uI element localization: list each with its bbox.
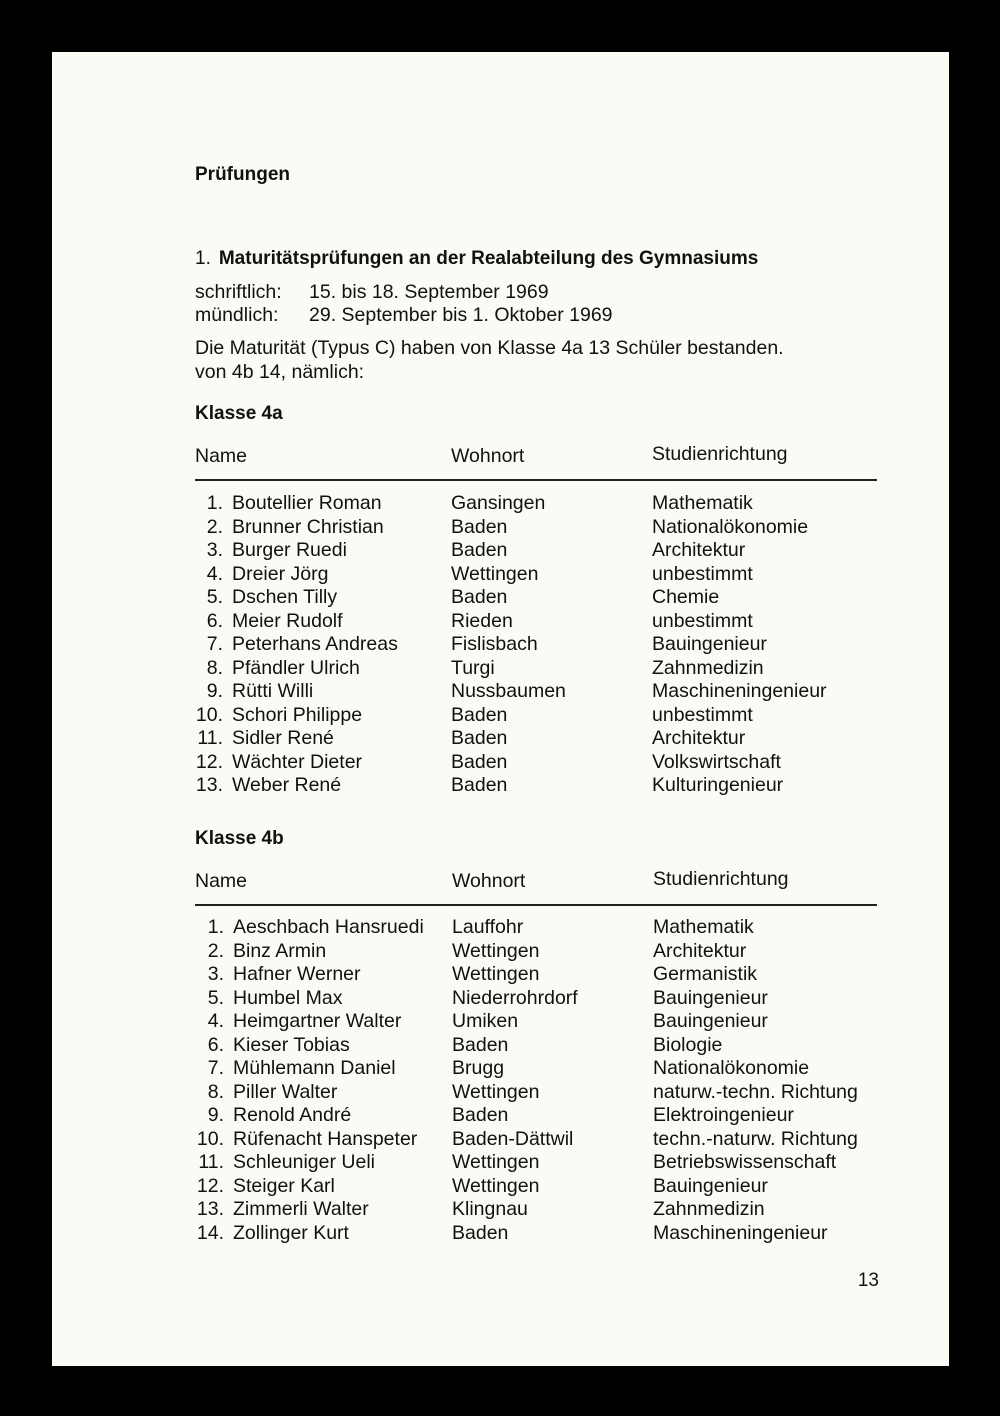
student-wohnort: Gansingen bbox=[451, 492, 546, 514]
exam-dates bbox=[195, 281, 613, 327]
table-row bbox=[195, 516, 895, 540]
row-number: 12. bbox=[196, 1174, 224, 1197]
student-studienrichtung: Bauingenieur bbox=[652, 633, 767, 655]
column-header-wohnort: Wohnort bbox=[452, 870, 526, 892]
student-studienrichtung: techn.-naturw. Richtung bbox=[653, 1127, 858, 1150]
student-name: Dschen Tilly bbox=[232, 586, 338, 608]
row-number: 7. bbox=[206, 633, 223, 655]
student-name: Renold André bbox=[233, 1104, 352, 1126]
table-header-4b bbox=[195, 870, 877, 906]
student-studienrichtung: Bauingenieur bbox=[653, 986, 768, 1009]
date-value: 15. bis 18. September 1969 bbox=[309, 281, 549, 303]
student-wohnort: Baden-Dättwil bbox=[452, 1127, 574, 1150]
row-number: 9. bbox=[206, 680, 223, 702]
student-name: Mühlemann Daniel bbox=[233, 1057, 396, 1079]
student-wohnort: Baden bbox=[451, 750, 508, 773]
student-wohnort: Brugg bbox=[452, 1057, 505, 1079]
student-wohnort: Wettingen bbox=[452, 1174, 540, 1197]
student-studienrichtung: Volkswirtschaft bbox=[652, 750, 781, 773]
student-studienrichtung: Architektur bbox=[653, 939, 747, 962]
student-name: Boutellier Roman bbox=[232, 492, 382, 514]
student-name: Kieser Tobias bbox=[233, 1033, 350, 1056]
intro-line: Die Maturität (Typus C) haben von Klasse 4a 13 Schüler bestanden. bbox=[195, 337, 784, 359]
student-studienrichtung: Bauingenieur bbox=[653, 1174, 768, 1197]
table-row bbox=[196, 963, 896, 987]
table-row bbox=[196, 1151, 896, 1175]
student-studienrichtung: Bauingenieur bbox=[653, 1010, 768, 1032]
table-4b bbox=[196, 916, 896, 1245]
date-row-written bbox=[195, 281, 613, 304]
table-row bbox=[195, 563, 895, 587]
student-name: Wächter Dieter bbox=[232, 750, 363, 773]
section-number: 1. bbox=[195, 248, 211, 269]
student-name: Dreier Jörg bbox=[232, 562, 329, 585]
student-name: Aeschbach Hansruedi bbox=[233, 916, 424, 938]
student-wohnort: Lauffohr bbox=[452, 916, 524, 938]
student-wohnort: Baden bbox=[452, 1033, 509, 1056]
column-header-studienrichtung: Studienrichtung bbox=[652, 443, 788, 465]
column-header-wohnort: Wohnort bbox=[451, 445, 525, 467]
table-row bbox=[195, 680, 895, 704]
table-row bbox=[196, 1010, 896, 1034]
student-studienrichtung: unbestimmt bbox=[652, 562, 753, 585]
row-number: 13. bbox=[195, 774, 223, 796]
row-number: 11. bbox=[197, 727, 223, 749]
student-wohnort: Wettingen bbox=[452, 1151, 540, 1173]
table-row bbox=[195, 539, 895, 563]
table-row bbox=[195, 727, 895, 751]
student-name: Humbel Max bbox=[233, 986, 343, 1009]
student-name: Binz Armin bbox=[233, 939, 327, 962]
student-studienrichtung: Kulturingenieur bbox=[652, 774, 784, 796]
table-row bbox=[196, 1034, 896, 1058]
student-studienrichtung: Nationalökonomie bbox=[653, 1057, 810, 1079]
student-name: Hafner Werner bbox=[233, 963, 361, 985]
student-wohnort: Wettingen bbox=[452, 963, 540, 985]
row-number: 5. bbox=[206, 586, 223, 608]
table-row bbox=[196, 1198, 896, 1222]
student-wohnort: Umiken bbox=[452, 1010, 519, 1032]
student-wohnort: Turgi bbox=[451, 656, 495, 679]
student-wohnort: Wettingen bbox=[451, 562, 539, 585]
klasse-4b-title: Klasse 4b bbox=[195, 828, 284, 849]
student-studienrichtung: naturw.-techn. Richtung bbox=[653, 1080, 858, 1103]
student-name: Steiger Karl bbox=[233, 1174, 335, 1197]
student-name: Heimgartner Walter bbox=[233, 1010, 402, 1032]
column-header-studienrichtung: Studienrichtung bbox=[653, 868, 789, 890]
student-wohnort: Baden bbox=[451, 586, 508, 608]
table-header-4a bbox=[195, 445, 877, 481]
student-name: Weber René bbox=[232, 774, 342, 796]
row-number: 14. bbox=[196, 1221, 224, 1244]
student-studienrichtung: unbestimmt bbox=[652, 703, 753, 726]
student-wohnort: Baden bbox=[451, 774, 508, 796]
column-header-name: Name bbox=[195, 870, 248, 892]
student-name: Zimmerli Walter bbox=[233, 1198, 369, 1220]
section-title-text: Maturitätsprüfungen an der Realabteilung des Gymnasiums bbox=[218, 248, 759, 269]
row-number: 4. bbox=[207, 1010, 224, 1032]
row-number: 13. bbox=[196, 1198, 224, 1220]
student-name: Piller Walter bbox=[233, 1080, 338, 1103]
student-studienrichtung: Biologie bbox=[653, 1033, 723, 1056]
row-number: 8. bbox=[206, 656, 223, 679]
student-studienrichtung: unbestimmt bbox=[652, 609, 753, 632]
column-header-name: Name bbox=[195, 445, 248, 467]
date-value: 29. September bis 1. Oktober 1969 bbox=[309, 304, 613, 326]
row-number: 1. bbox=[206, 492, 223, 514]
intro-line: von 4b 14, nämlich: bbox=[195, 361, 365, 383]
student-wohnort: Baden bbox=[451, 539, 508, 561]
student-studienrichtung: Architektur bbox=[652, 539, 746, 561]
table-row bbox=[195, 633, 895, 657]
table-row bbox=[196, 1057, 896, 1081]
student-name: Pfändler Ulrich bbox=[232, 656, 360, 679]
student-name: Rütti Willi bbox=[232, 680, 314, 702]
student-wohnort: Baden bbox=[451, 727, 508, 749]
row-number: 2. bbox=[207, 939, 224, 962]
student-wohnort: Baden bbox=[452, 1104, 509, 1126]
student-studienrichtung: Mathematik bbox=[653, 916, 754, 938]
student-studienrichtung: Nationalökonomie bbox=[652, 515, 809, 538]
student-name: Peterhans Andreas bbox=[232, 633, 398, 655]
student-studienrichtung: Zahnmedizin bbox=[653, 1198, 765, 1220]
table-row bbox=[195, 586, 895, 610]
student-wohnort: Wettingen bbox=[452, 939, 540, 962]
table-row bbox=[195, 774, 895, 798]
student-name: Brunner Christian bbox=[232, 515, 384, 538]
date-label: schriftlich: bbox=[195, 281, 282, 303]
table-row bbox=[196, 940, 896, 964]
table-row bbox=[195, 657, 895, 681]
row-number: 8. bbox=[207, 1080, 224, 1103]
document-page bbox=[52, 52, 949, 1366]
student-name: Rüfenacht Hanspeter bbox=[233, 1127, 418, 1150]
row-number: 1. bbox=[207, 916, 224, 938]
section-title bbox=[195, 248, 758, 270]
row-number: 10. bbox=[195, 703, 223, 726]
table-4a bbox=[195, 492, 895, 798]
student-wohnort: Nussbaumen bbox=[451, 680, 566, 702]
table-row bbox=[196, 1081, 896, 1105]
student-studienrichtung: Mathematik bbox=[652, 492, 753, 514]
student-studienrichtung: Betriebswissenschaft bbox=[653, 1151, 837, 1173]
table-row bbox=[195, 610, 895, 634]
date-row-oral bbox=[195, 304, 613, 327]
student-studienrichtung: Maschineningenieur bbox=[653, 1221, 828, 1244]
klasse-4a-title: Klasse 4a bbox=[195, 403, 283, 424]
student-name: Sidler René bbox=[232, 727, 334, 749]
row-number: 3. bbox=[206, 539, 223, 561]
student-name: Meier Rudolf bbox=[232, 609, 343, 632]
student-studienrichtung: Architektur bbox=[652, 727, 746, 749]
row-number: 5. bbox=[207, 986, 224, 1009]
student-wohnort: Baden bbox=[451, 703, 508, 726]
student-studienrichtung: Germanistik bbox=[653, 963, 758, 985]
table-row bbox=[196, 1104, 896, 1128]
student-wohnort: Rieden bbox=[451, 609, 513, 632]
table-row bbox=[196, 1128, 896, 1152]
row-number: 6. bbox=[207, 1033, 224, 1056]
student-wohnort: Fislisbach bbox=[451, 633, 538, 655]
student-name: Burger Ruedi bbox=[232, 539, 347, 561]
row-number: 10. bbox=[196, 1127, 224, 1150]
row-number: 2. bbox=[206, 515, 223, 538]
row-number: 9. bbox=[207, 1104, 224, 1126]
student-name: Schleuniger Ueli bbox=[233, 1151, 375, 1173]
intro-paragraph bbox=[195, 336, 895, 384]
student-studienrichtung: Elektroingenieur bbox=[653, 1104, 794, 1126]
student-wohnort: Wettingen bbox=[452, 1080, 540, 1103]
row-number: 12. bbox=[195, 750, 223, 773]
table-row bbox=[195, 704, 895, 728]
student-studienrichtung: Zahnmedizin bbox=[652, 656, 764, 679]
student-studienrichtung: Maschineningenieur bbox=[652, 680, 827, 702]
table-row bbox=[196, 987, 896, 1011]
student-name: Schori Philippe bbox=[232, 703, 363, 726]
row-number: 3. bbox=[207, 963, 224, 985]
date-label: mündlich: bbox=[195, 304, 279, 326]
row-number: 4. bbox=[206, 562, 223, 585]
student-studienrichtung: Chemie bbox=[652, 586, 720, 608]
row-number: 6. bbox=[206, 609, 223, 632]
table-row bbox=[196, 1175, 896, 1199]
table-row bbox=[196, 916, 896, 940]
student-wohnort: Klingnau bbox=[452, 1198, 528, 1220]
row-number: 11. bbox=[198, 1151, 224, 1173]
row-number: 7. bbox=[207, 1057, 224, 1079]
student-wohnort: Niederrohrdorf bbox=[452, 986, 578, 1009]
page-number: 13 bbox=[857, 1270, 879, 1291]
table-row bbox=[196, 1222, 896, 1246]
student-wohnort: Baden bbox=[452, 1221, 509, 1244]
table-row bbox=[195, 492, 895, 516]
table-row bbox=[195, 751, 895, 775]
student-wohnort: Baden bbox=[451, 515, 508, 538]
student-name: Zollinger Kurt bbox=[233, 1221, 349, 1244]
page-heading: Prüfungen bbox=[195, 164, 290, 185]
